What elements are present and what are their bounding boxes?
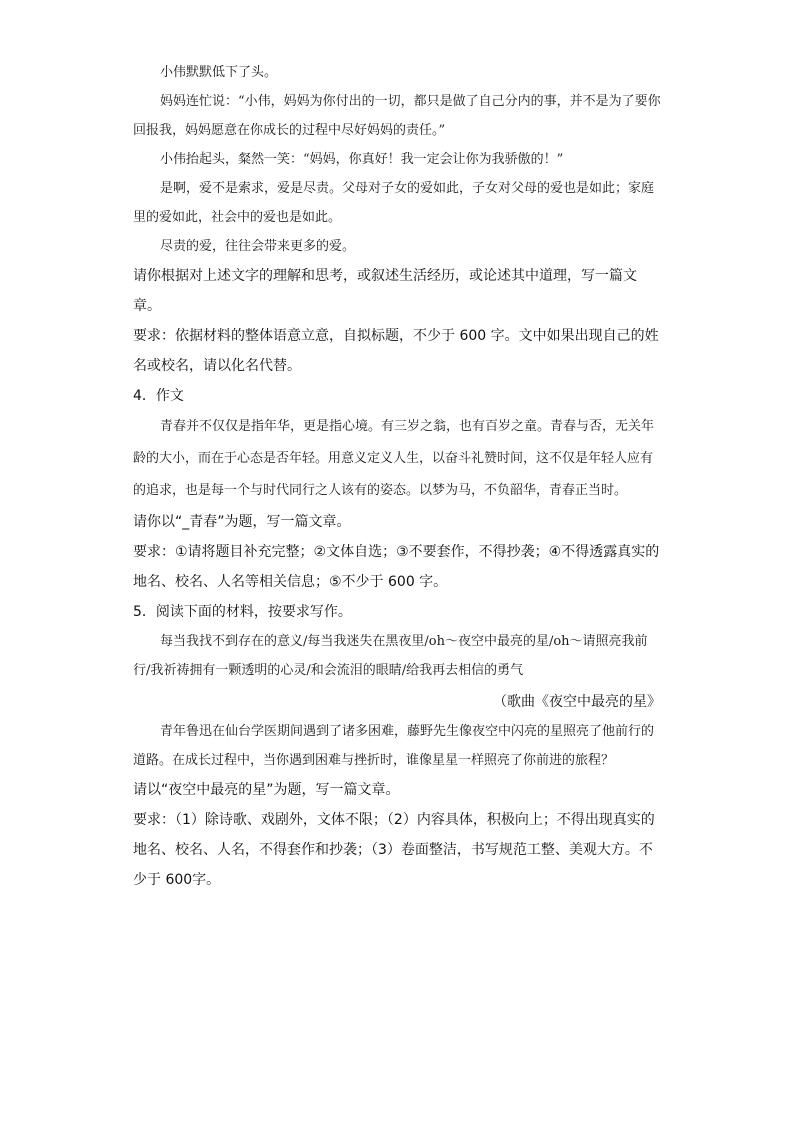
q3-requirement: 要求：依据材料的整体语意立意，自拟标题，不少于 600 字。文中如果出现自己的姓名或校名，请以化名代替。 [133,328,659,374]
q4-requirement: 要求：①请将题目补充完整；②文体自选；③不要套作，不得抄袭；④不得透露真实的地名、校名、人名等相关信息；⑤不少于 600 字。 [133,544,660,590]
q5-material: 青年鲁迅在仙台学医期间遇到了诸多困难，藤野先生像夜空中闪亮的星照亮了他前行的道路。在成长过程中，当你遇到困难与挫折时，谁像星星一样照亮了你前进的旅程？ [133,724,655,768]
q5-citation: （歌曲《夜空中最亮的星》 [493,694,661,710]
q5-lyrics: 每当我找不到存在的意义/每当我迷失在黑夜里/oh～夜空中最亮的星/oh～请照亮我前行/我祈祷拥有一颗透明的心灵/和会流泪的眼睛/给我再去相信的勇气 [133,634,648,678]
q4-instruction: 请你以“_青春”为题，写一篇文章。 [133,514,351,530]
page-content [133,58,661,895]
story-paragraph-3: 小伟抬起头，粲然一笑：“妈妈，你真好！我一定会让你为我骄傲的！” [160,152,564,167]
story-paragraph-5: 尽责的爱，往往会带来更多的爱。 [160,239,356,254]
q4-material: 青春并不仅仅是指年华，更是指心境。有三岁之翁，也有百岁之童。青春与否，无关年龄的大小，而在于心态是否年轻。用意义定义人生，以奋斗礼赞时间，这不仅是年轻人应有的追求，也是每一个与时代同行之人该有的姿态。以梦为马，不负韶华，青春正当时。 [133,419,655,498]
q5-heading: 5．阅读下面的材料，按要求写作。 [133,604,352,620]
q4-heading: 4．作文 [133,388,184,404]
q5-instruction: 请以“夜空中最亮的星”为题，写一篇文章。 [133,782,400,798]
story-paragraph-1: 小伟默默低下了头。 [160,65,278,80]
story-paragraph-2: 妈妈连忙说：“小伟，妈妈为你付出的一切，都只是做了自己分内的事，并不是为了要你回报我，妈妈愿意在你成长的过程中尽好妈妈的责任。” [133,94,661,138]
q3-instruction: 请你根据对上述文字的理解和思考，或叙述生活经历，或论述其中道理，写一篇文章。 [133,268,637,314]
q5-requirement: 要求：（1）除诗歌、戏剧外，文体不限；（2）内容具体，积极向上；不得出现真实的地名、校名、人名，不得套作和抄袭；（3）卷面整洁，书写规范工整、美观大方。不少于 600字。 [133,812,655,888]
story-paragraph-4: 是啊，爱不是索求，爱是尽责。父母对子女的爱如此，子女对父母的爱也是如此；家庭里的爱如此，社会中的爱也是如此。 [133,181,655,225]
